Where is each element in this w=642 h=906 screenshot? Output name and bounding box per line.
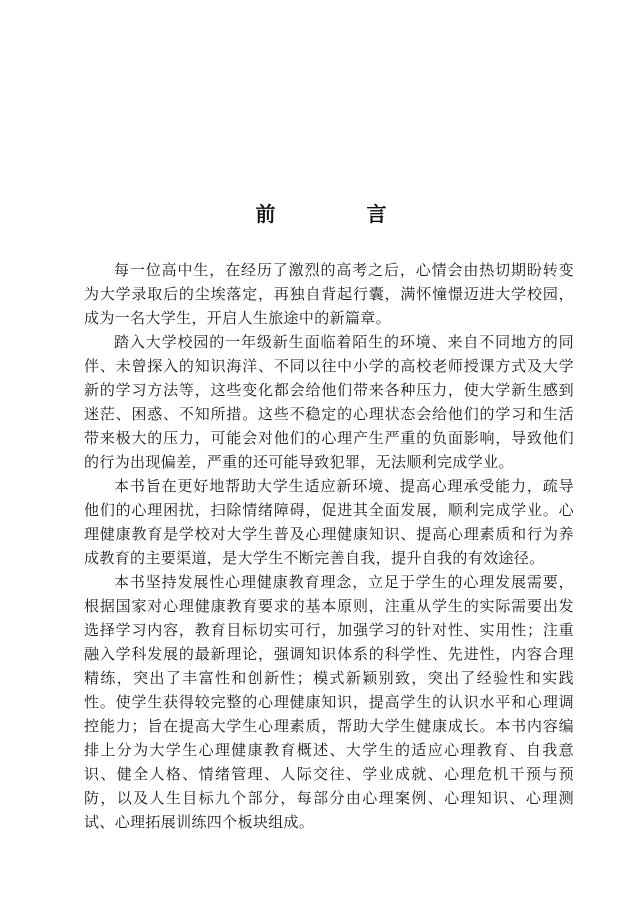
paragraph-3: 本书旨在更好地帮助大学生适应新环境、提高心理承受能力，疏导他们的心理困扰，扫除情绪障碍，促进其全面发展，顺利完成学业。心理健康教育是学校对大学生普及心理健康知识、提高心理素质和行为养成教育的主要渠道，是大学生不断完善自我，提升自我的有效途径。 xyxy=(84,477,574,567)
preface-body xyxy=(84,258,574,834)
paragraph-2: 踏入大学校园的一年级新生面临着陌生的环境、来自不同地方的同伴、未曾探入的知识海洋、不同以往中小学的高校老师授课方式及大学新的学习方法等，这些变化都会给他们带来各种压力，使大学新生感到迷茫、困惑、不知所措。这些不稳定的心理状态会给他们的学习和生活带来极大的压力，可能会对他们的心理产生严重的负面影响，导致他们的行为出现偏差，严重的还可能导致犯罪，无法顺利完成学业。 xyxy=(84,333,574,471)
paragraph-4: 本书坚持发展性心理健康教育理念，立足于学生的心理发展需要，根据国家对心理健康教育要求的基本原则，注重从学生的实际需要出发选择学习内容，教育目标切实可行，加强学习的针对性、实用性；注重融入学科发展的最新理论，强调知识体系的科学性、先进性，内容合理精练，突出了丰富性和创新性；模式新颖别致，突出了经验性和实践性。使学生获得较完整的心理健康知识，提高学生的认识水平和心理调控能力；旨在提高大学生心理素质，帮助大学生健康成长。本书内容编排上分为大学生心理健康教育概述、大学生的适应心理教育、自我意识、健全人格、情绪管理、人际交往、学业成就、心理危机干预与预防，以及人生目标九个部分，每部分由心理案例、心理知识、心理测试、心理拓展训练四个板块组成。 xyxy=(84,573,574,831)
paragraph-1: 每一位高中生，在经历了激烈的高考之后，心情会由热切期盼转变为大学录取后的尘埃落定，再独自背起行囊，满怀憧憬迈进大学校园，成为一名大学生，开启人生旅途中的新篇章。 xyxy=(84,261,574,327)
page-title: 前 言 xyxy=(255,202,429,226)
